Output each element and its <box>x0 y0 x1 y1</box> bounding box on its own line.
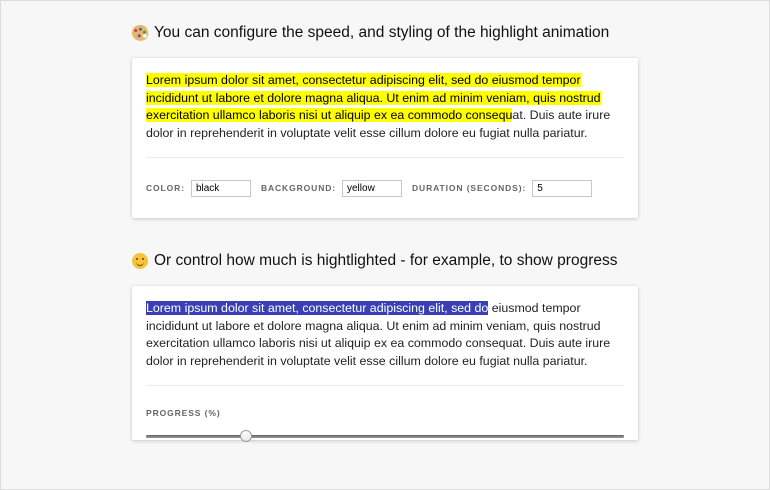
highlight-controls <box>146 158 624 218</box>
progress-label: PROGRESS (%) <box>146 408 221 419</box>
slider-thumb[interactable] <box>240 430 252 442</box>
section-configure-heading <box>132 22 638 44</box>
duration-input[interactable] <box>532 180 592 197</box>
progress-card <box>132 286 638 440</box>
highlighted-text: Lorem ipsum dolor sit amet, consectetur adipiscing elit, sed do eiusmod tempor incididunt ut labore et dolore magna aliqua. Ut enim ad minim veniam, quis nostrud exercitation ullamco laboris nisi ut aliquip ex ea commodo consequ <box>146 73 601 123</box>
section-progress <box>132 250 638 419</box>
duration-label: DURATION (SECONDS): <box>412 183 527 194</box>
color-label: COLOR: <box>146 183 185 194</box>
section-configure <box>132 22 638 194</box>
unhighlighted-text: at. Duis aute irure dolor in reprehenderit in voluptate velit esse cillum dolore eu fugiat nulla pariatur. <box>146 108 611 140</box>
background-label: BACKGROUND: <box>260 183 336 194</box>
slider-track[interactable] <box>146 435 624 438</box>
color-input[interactable] <box>191 180 251 197</box>
progress-slider[interactable] <box>146 430 624 444</box>
section-progress-title: Or control how much is hightlighted - for example, to show progress <box>154 252 618 269</box>
palette-icon <box>130 23 150 43</box>
background-input[interactable] <box>342 180 402 197</box>
section-configure-title: You can configure the speed, and styling of the highlight animation <box>154 24 610 41</box>
section-progress-heading <box>132 250 638 272</box>
configure-paragraph <box>146 72 624 142</box>
progress-highlighted-text: Lorem ipsum dolor sit amet, consectetur adipiscing elit, sed do <box>146 301 489 315</box>
progress-paragraph <box>146 300 624 370</box>
progress-unhighlighted-text: eiusmod tempor incididunt ut labore et dolore magna aliqua. Ut enim ad minim veniam, quis nostrud exercitation ullamco laboris nisi ut aliquip ex ea commodo consequat. Duis aute irure dolor in reprehenderit in voluptate velit esse cillum dolore eu fugiat nulla pariatur. <box>146 301 611 368</box>
configure-card <box>132 58 638 218</box>
progress-control <box>146 386 624 440</box>
smile-icon <box>132 253 148 269</box>
